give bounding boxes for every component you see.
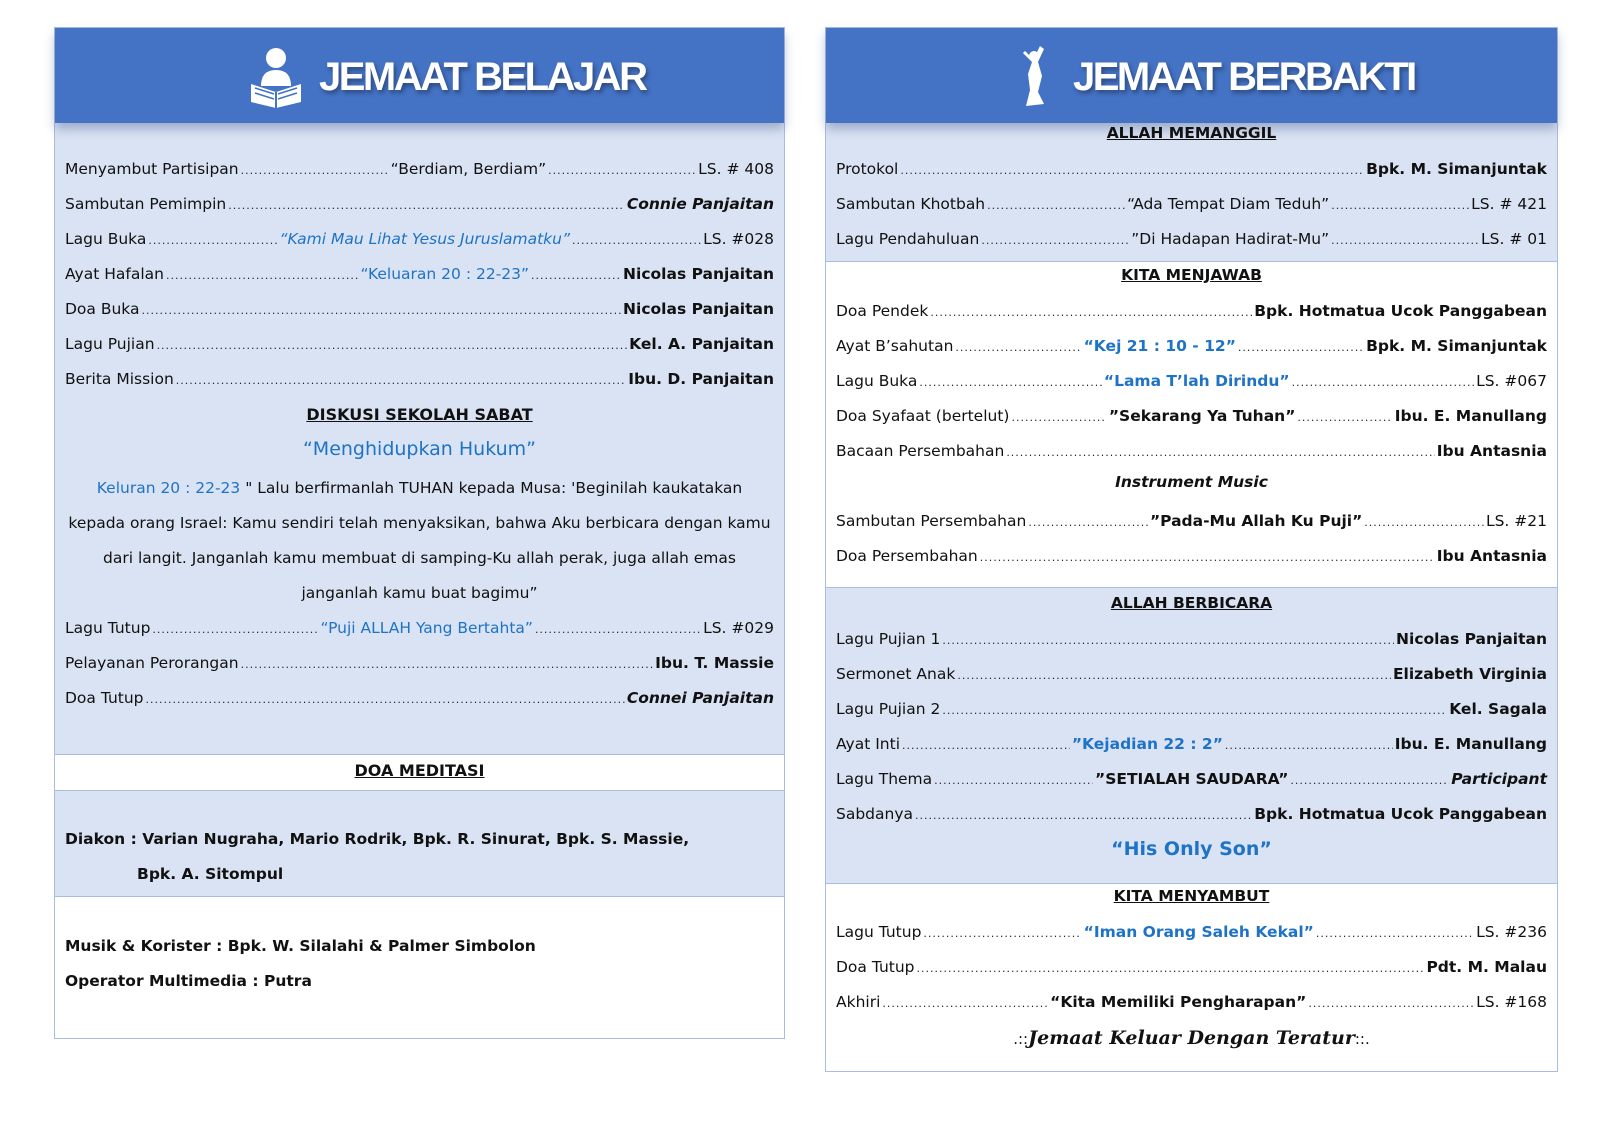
row-text: Doa Tutup	[836, 958, 915, 976]
row-text: Lagu Pujian	[65, 335, 155, 353]
dot-leader	[531, 267, 621, 285]
dot-leader	[919, 374, 1102, 392]
row-text: Connei Panjaitan	[626, 689, 774, 707]
row-text: ”Pada-Mu Allah Ku Puji”	[1149, 512, 1363, 530]
row-text: Sambutan Khotbah	[836, 195, 986, 213]
dot-leader	[1238, 339, 1364, 357]
row-text: Pelayanan Perorangan	[65, 654, 239, 672]
row-text: Kel. A. Panjaitan	[629, 335, 774, 353]
dot-leader	[1316, 925, 1474, 943]
program-row	[836, 729, 1547, 755]
program-row	[836, 541, 1547, 567]
bible-verse: Keluran 20 : 22-23 " Lalu berfirmanlah TUHAN kepada Musa: 'Beginilah kaukatakan kepada orang Israel: Kamu sendiri telah menyaksikan, bahwa Aku berbicara dengan kamu dari langit. Janganlah kamu membuat di samping-Ku allah perak, juga allah emas janganlah kamu buat bagimu”	[68, 479, 771, 602]
row-text: Bpk. Hotmatua Ucok Panggabean	[1254, 302, 1547, 320]
dot-leader	[572, 232, 701, 250]
row-text: Ibu Antasnia	[1436, 547, 1547, 565]
row-text: “Puji ALLAH Yang Bertahta”	[320, 619, 533, 637]
row-text: Ayat Hafalan	[65, 265, 164, 283]
program-row	[65, 189, 774, 215]
dot-leader	[917, 960, 1425, 978]
row-text: Sermonet Anak	[836, 665, 956, 683]
dot-leader	[882, 995, 1048, 1013]
program-row	[65, 154, 774, 180]
dot-leader	[241, 162, 389, 180]
row-text: ”Sekarang Ya Tuhan”	[1108, 407, 1296, 425]
deacons: Diakon : Varian Nugraha, Mario Rodrik, Bpk. R. Sinurat, Bpk. S. Massie,	[65, 830, 690, 848]
row-text: LS. # 01	[1481, 230, 1547, 248]
row-text: Bpk. M. Simanjuntak	[1366, 160, 1547, 178]
dot-leader	[987, 197, 1125, 215]
row-text: Kel. Sagala	[1449, 700, 1547, 718]
row-text: Participant	[1451, 770, 1547, 788]
dot-leader	[241, 656, 654, 674]
dot-leader	[1297, 409, 1392, 427]
row-text: Lagu Pujian 1	[836, 630, 941, 648]
dot-leader	[548, 162, 696, 180]
row-text: LS. # 408	[698, 160, 774, 178]
row-text: ”SETIALAH SAUDARA”	[1095, 770, 1289, 788]
dot-leader	[942, 702, 1447, 720]
row-text: ”Kejadian 22 : 2”	[1071, 735, 1223, 753]
dot-leader	[1011, 409, 1106, 427]
dot-leader	[157, 337, 628, 355]
row-text: Berita Mission	[65, 370, 174, 388]
section-heading: KITA MENJAWAB	[1121, 266, 1262, 284]
dot-leader	[146, 691, 625, 709]
row-text: Akhiri	[836, 993, 881, 1011]
program-row	[65, 648, 774, 674]
row-text: Nicolas Panjaitan	[623, 300, 774, 318]
program-row	[836, 659, 1547, 685]
page-title: JEMAAT BELAJAR	[319, 55, 646, 99]
dot-leader	[535, 621, 701, 639]
row-text: LS. #067	[1476, 372, 1547, 390]
dot-leader	[980, 549, 1435, 567]
row-text: “Kita Memiliki Pengharapan”	[1050, 993, 1307, 1011]
kita-menyambut-band	[826, 883, 1557, 1071]
operator-credit: Operator Multimedia : Putra	[65, 972, 312, 990]
meditation-band	[55, 754, 784, 791]
dot-leader	[1331, 232, 1479, 250]
row-text: LS. #168	[1476, 993, 1547, 1011]
row-text: Ayat Inti	[836, 735, 901, 753]
program-row	[65, 294, 774, 320]
jemaat-belajar-header	[55, 28, 784, 123]
program-row	[836, 401, 1547, 427]
row-text: “Iman Orang Saleh Kekal”	[1083, 923, 1314, 941]
program-row	[836, 694, 1547, 720]
dot-leader	[900, 162, 1364, 180]
worship-figure-icon	[1018, 46, 1058, 108]
dot-leader	[1308, 995, 1474, 1013]
program-row	[836, 154, 1547, 180]
row-text: Ayat B’sahutan	[836, 337, 954, 355]
row-text: “Keluaran 20 : 22-23”	[360, 265, 530, 283]
dot-leader	[981, 232, 1129, 250]
page-title: JEMAAT BERBAKTI	[1073, 55, 1415, 99]
dot-leader	[166, 267, 358, 285]
row-text: Doa Pendek	[836, 302, 929, 320]
program-row	[65, 224, 774, 250]
program-row	[836, 224, 1547, 250]
dot-leader	[1292, 374, 1475, 392]
row-text: Sambutan Persembahan	[836, 512, 1027, 530]
row-text: Nicolas Panjaitan	[1396, 630, 1547, 648]
row-text: ”Di Hadapan Hadirat-Mu”	[1131, 230, 1330, 248]
instrument-music: Instrument Music	[1115, 473, 1268, 491]
program-row	[65, 683, 774, 709]
reading-person-icon	[247, 46, 305, 108]
row-text: Sambutan Pemimpin	[65, 195, 227, 213]
program-row	[836, 624, 1547, 650]
music-credit: Musik & Korister : Bpk. W. Silalahi & Palmer Simbolon	[65, 937, 536, 955]
row-text: “Kej 21 : 10 - 12”	[1083, 337, 1236, 355]
program-row	[836, 764, 1547, 790]
deacons-cont: Bpk. A. Sitompul	[137, 865, 284, 883]
row-text: LS. #21	[1485, 512, 1547, 530]
row-text: Lagu Pendahuluan	[836, 230, 980, 248]
dot-leader	[915, 807, 1252, 825]
discussion-topic: “Menghidupkan Hukum”	[302, 438, 537, 460]
row-text: “Lama T’lah Dirindu”	[1103, 372, 1290, 390]
row-text: LS. # 421	[1471, 195, 1547, 213]
row-text: Doa Tutup	[65, 689, 144, 707]
row-text: Lagu Tutup	[65, 619, 151, 637]
section-heading: ALLAH MEMANGGIL	[1106, 124, 1277, 142]
dot-leader	[1006, 444, 1434, 462]
section-heading: DOA MEDITASI	[354, 761, 485, 780]
dot-leader	[923, 925, 1081, 943]
section-heading: KITA MENYAMBUT	[1113, 887, 1270, 905]
row-text: Connie Panjaitan	[626, 195, 774, 213]
dot-leader	[1225, 737, 1393, 755]
program-row	[836, 366, 1547, 392]
row-text: Ibu. E. Manullang	[1394, 735, 1547, 753]
program-row	[836, 987, 1547, 1013]
row-text: Menyambut Partisipan	[65, 160, 239, 178]
row-text: Bacaan Persembahan	[836, 442, 1005, 460]
row-text: Sabdanya	[836, 805, 914, 823]
row-text: Pdt. M. Malau	[1426, 958, 1547, 976]
dot-leader	[1028, 514, 1148, 532]
kita-menjawab-band	[826, 261, 1557, 588]
row-text: LS. #236	[1476, 923, 1547, 941]
row-text: Elizabeth Virginia	[1392, 665, 1547, 683]
dot-leader	[1290, 772, 1449, 790]
program-row	[836, 296, 1547, 322]
credits-band	[55, 896, 784, 1038]
row-text: Lagu Thema	[836, 770, 933, 788]
row-text: Bpk. Hotmatua Ucok Panggabean	[1254, 805, 1547, 823]
program-row	[65, 364, 774, 390]
dot-leader	[142, 302, 622, 320]
program-row	[836, 436, 1547, 462]
jemaat-berbakti-header	[826, 28, 1557, 123]
program-row	[836, 952, 1547, 978]
program-row	[65, 329, 774, 355]
section-heading: DISKUSI SEKOLAH SABAT	[306, 405, 533, 424]
row-text: Ibu. E. Manullang	[1394, 407, 1547, 425]
row-text: Lagu Buka	[65, 230, 147, 248]
row-text: Ibu. T. Massie	[655, 654, 774, 672]
dot-leader	[957, 667, 1391, 685]
dot-leader	[955, 339, 1081, 357]
row-text: “Ada Tempat Diam Teduh”	[1127, 195, 1330, 213]
dot-leader	[942, 632, 1394, 650]
row-text: Doa Buka	[65, 300, 140, 318]
program-row	[836, 799, 1547, 825]
row-text: Nicolas Panjaitan	[623, 265, 774, 283]
dot-leader	[1331, 197, 1469, 215]
dot-leader	[902, 737, 1070, 755]
program-row	[836, 506, 1547, 532]
row-text: “Kami Mau Lihat Yesus Juruslamatku”	[279, 230, 571, 248]
dot-leader	[152, 621, 318, 639]
row-text: LS. #029	[703, 619, 774, 637]
dot-leader	[228, 197, 625, 215]
row-text: Lagu Pujian 2	[836, 700, 941, 718]
jemaat-berbakti-panel	[825, 27, 1558, 1072]
program-row	[65, 259, 774, 285]
row-text: Doa Syafaat (bertelut)	[836, 407, 1010, 425]
row-text: LS. #028	[703, 230, 774, 248]
dot-leader	[930, 304, 1252, 322]
dot-leader	[934, 772, 1093, 790]
jemaat-belajar-panel	[54, 27, 785, 1039]
row-text: Lagu Tutup	[836, 923, 922, 941]
row-text: “Berdiam, Berdiam”	[390, 160, 547, 178]
dot-leader	[148, 232, 277, 250]
sermon-title: “His Only Son”	[1111, 838, 1272, 860]
closing-note: .::Jemaat Keluar Dengan Teratur::.	[1013, 1027, 1370, 1049]
row-text: Ibu. D. Panjaitan	[628, 370, 774, 388]
program-row	[836, 189, 1547, 215]
program-row	[65, 613, 774, 639]
section-heading: ALLAH BERBICARA	[1110, 594, 1273, 612]
program-row	[836, 917, 1547, 943]
dot-leader	[1364, 514, 1484, 532]
row-text: Protokol	[836, 160, 899, 178]
program-row	[836, 331, 1547, 357]
row-text: Ibu Antasnia	[1436, 442, 1547, 460]
dot-leader	[176, 372, 626, 390]
row-text: Bpk. M. Simanjuntak	[1366, 337, 1547, 355]
row-text: Doa Persembahan	[836, 547, 978, 565]
row-text: Lagu Buka	[836, 372, 918, 390]
